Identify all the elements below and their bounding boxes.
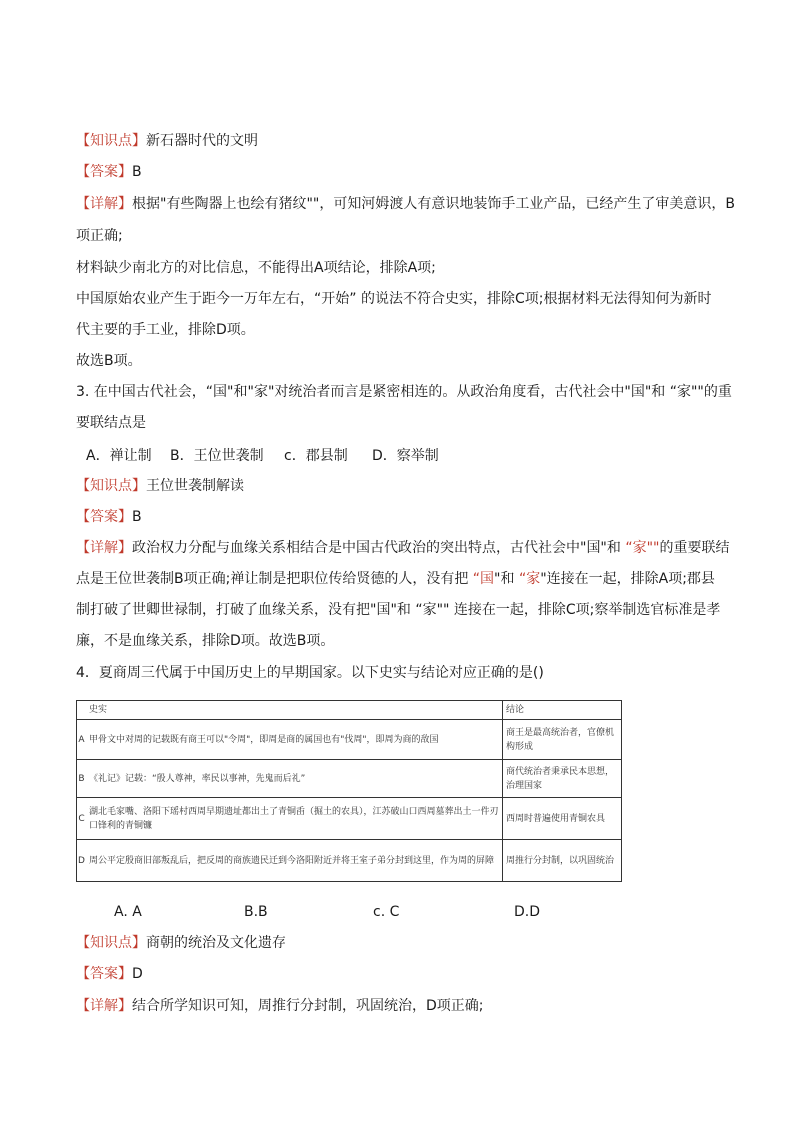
row-conclusion: 周推行分封制，以巩固统治 xyxy=(502,840,621,882)
q3-option-a: A．禅让制 xyxy=(86,448,152,464)
q4-knowledge-point: 【知识点】商朝的统治及文化遗存 xyxy=(76,935,286,951)
table-row xyxy=(77,760,622,798)
q3-detail-line-2: 点是王位世袭制B项正确;禅让制是把职位传给贤德的人，没有把 “国"和 “家"连接在一起，排除A项;郡县 xyxy=(76,571,715,587)
row-label: A xyxy=(77,720,86,760)
q4-answer: 【答案】D xyxy=(76,966,143,982)
table-header-fact: 史实 xyxy=(86,701,503,720)
q3-options xyxy=(86,445,439,465)
q2-detail-line-5: 代主要的手工业，排除D项。 xyxy=(76,322,255,338)
table-header-conclusion: 结论 xyxy=(502,701,621,720)
q3-detail-line-1: 【详解】政治权力分配与血缘关系相结合是中国古代政治的突出特点，古代社会中"国"和 “家""的重要联结 xyxy=(76,540,730,556)
q2-detail-line-1: 【详解】根据"有些陶器上也绘有猪纹""，可知河姆渡人有意识地装饰手工业产品，已经产生了审美意识，B xyxy=(76,196,735,212)
table-row xyxy=(77,720,622,760)
row-label: C xyxy=(77,798,86,840)
q2-detail-line-3: 材料缺少南北方的对比信息，不能得出A项结论，排除A项; xyxy=(76,260,436,276)
history-table xyxy=(76,700,622,882)
q4-detail-line-1: 【详解】结合所学知识可知，周推行分封制，巩固统治，D项正确; xyxy=(76,998,484,1014)
q3-answer: 【答案】B xyxy=(76,509,142,525)
row-fact: 《礼记》记载：“殷人尊神，率民以事神，先鬼而后礼” xyxy=(86,760,503,798)
q4-option-d: D.D xyxy=(514,904,541,920)
q2-detail-line-2: 项正确; xyxy=(76,228,123,244)
q3-detail-line-3: 制打破了世卿世禄制，打破了血缘关系，没有把"国"和 “家"" 连接在一起，排除C项;察举制选官标准是孝 xyxy=(76,602,721,618)
q3-stem-line-1: 3. 在中国古代社会，“国"和"家"对统治者而言是紧密相连的。从政治角度看，古代社会中"国"和 “家""的重 xyxy=(76,384,732,400)
table-header-row xyxy=(77,701,622,720)
row-conclusion: 西周时普遍使用青铜农具 xyxy=(502,798,621,840)
q3-option-d: D．察举制 xyxy=(372,448,439,464)
q3-option-c: c．郡县制 xyxy=(284,448,348,464)
q4-stem: 4．夏商周三代属于中国历史上的早期国家。以下史实与结论对应正确的是() xyxy=(76,665,544,681)
table-row xyxy=(77,798,622,840)
q4-option-b: B.B xyxy=(244,904,268,920)
table-row xyxy=(77,840,622,882)
row-fact: 甲骨文中对周的记载既有商王可以"令周"，即周是商的属国也有"伐周"，即周为商的敌国 xyxy=(86,720,503,760)
q2-answer: 【答案】B xyxy=(76,164,142,180)
row-label: B xyxy=(77,760,86,798)
q4-option-a: A. A xyxy=(114,904,142,920)
q2-knowledge-point: 【知识点】新石器时代的文明 xyxy=(76,133,258,149)
q3-knowledge-point: 【知识点】王位世袭制解读 xyxy=(76,478,244,494)
row-fact: 周公平定殷商旧部叛乱后，把反周的商族遗民迁到今洛阳附近并将王室子弟分封到这里，作为周的屏障 xyxy=(86,840,503,882)
q2-detail-line-4: 中国原始农业产生于距今一万年左右，“开始” 的说法不符合史实，排除C项;根据材料无法得知何为新时 xyxy=(76,291,712,307)
q3-option-b: B．王位世袭制 xyxy=(170,448,264,464)
q3-detail-line-4: 廉，不是血缘关系，排除D项。故选B项。 xyxy=(76,633,335,649)
row-label: D xyxy=(77,840,86,882)
q3-stem-line-2: 要联结点是 xyxy=(76,415,146,431)
q2-detail-line-6: 故选B项。 xyxy=(76,353,142,369)
row-conclusion: 商代统治者秉承民本思想，治理国家 xyxy=(502,760,621,798)
row-conclusion: 商王是最高统治者，官僚机构形成 xyxy=(502,720,621,760)
q4-option-c: c. C xyxy=(373,904,400,920)
row-fact: 湖北毛家嘴、洛阳下瑶村西周早期遗址都出土了青铜臿（掘土的农具），江苏破山口西周墓葬出土一件刃口锋利的青铜镰 xyxy=(86,798,503,840)
